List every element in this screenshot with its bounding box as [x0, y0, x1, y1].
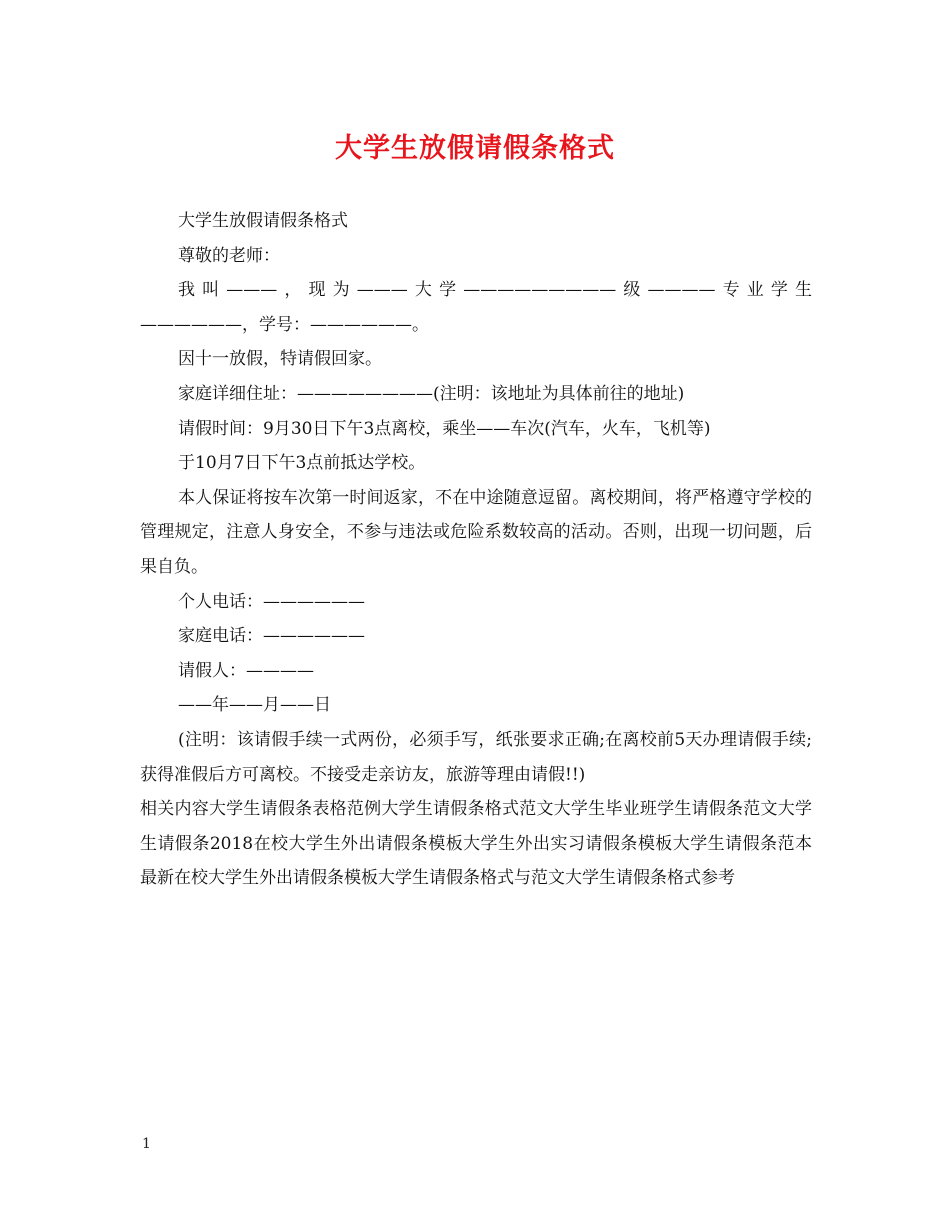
document-body	[140, 204, 812, 896]
paragraph-leave-time: 请假时间：9月30日下午3点离校，乘坐——车次(汽车，火车，飞机等)	[178, 418, 711, 439]
paragraph-salutation: 尊敬的老师：	[178, 245, 280, 266]
paragraph-identity: 我叫———，现为———大学—————————级————专业学生——————，学号：——————。	[140, 280, 812, 335]
paragraph-note: (注明：该请假手续一式两份，必须手写，纸张要求正确;在离校前5天办理请假手续;获得准假后方可离校。不接受走亲访友，旅游等理由请假!!)	[140, 729, 812, 785]
paragraph-applicant: 请假人：————	[178, 660, 314, 681]
paragraph-reason: 因十一放假，特请假回家。	[178, 349, 382, 370]
page-number: 1	[142, 1136, 151, 1152]
paragraph-address: 家庭详细住址：————————(注明：该地址为具体前往的地址)	[178, 383, 685, 404]
paragraph-heading: 大学生放假请假条格式	[178, 211, 348, 231]
paragraph-related: 相关内容大学生请假条表格范例大学生请假条格式范文大学生毕业班学生请假条范文大学生请假条2018在校大学生外出请假条模板大学生外出实习请假条模板大学生请假条范本最新在校大学生外出请假条模板大学生请假条格式与范文大学生请假条格式参考	[140, 799, 812, 889]
paragraph-home-phone: 家庭电话：——————	[178, 626, 365, 647]
paragraph-guarantee: 本人保证将按车次第一时间返家，不在中途随意逗留。离校期间，将严格遵守学校的管理规定，注意人身安全，不参与违法或危险系数较高的活动。否则，出现一切问题，后果自负。	[140, 487, 812, 577]
paragraph-return-time: 于10月7日下午3点前抵达学校。	[178, 453, 426, 474]
paragraph-personal-phone: 个人电话：——————	[178, 591, 365, 612]
document-title: 大学生放假请假条格式	[335, 133, 615, 164]
paragraph-date: ——年——月——日	[178, 695, 331, 716]
